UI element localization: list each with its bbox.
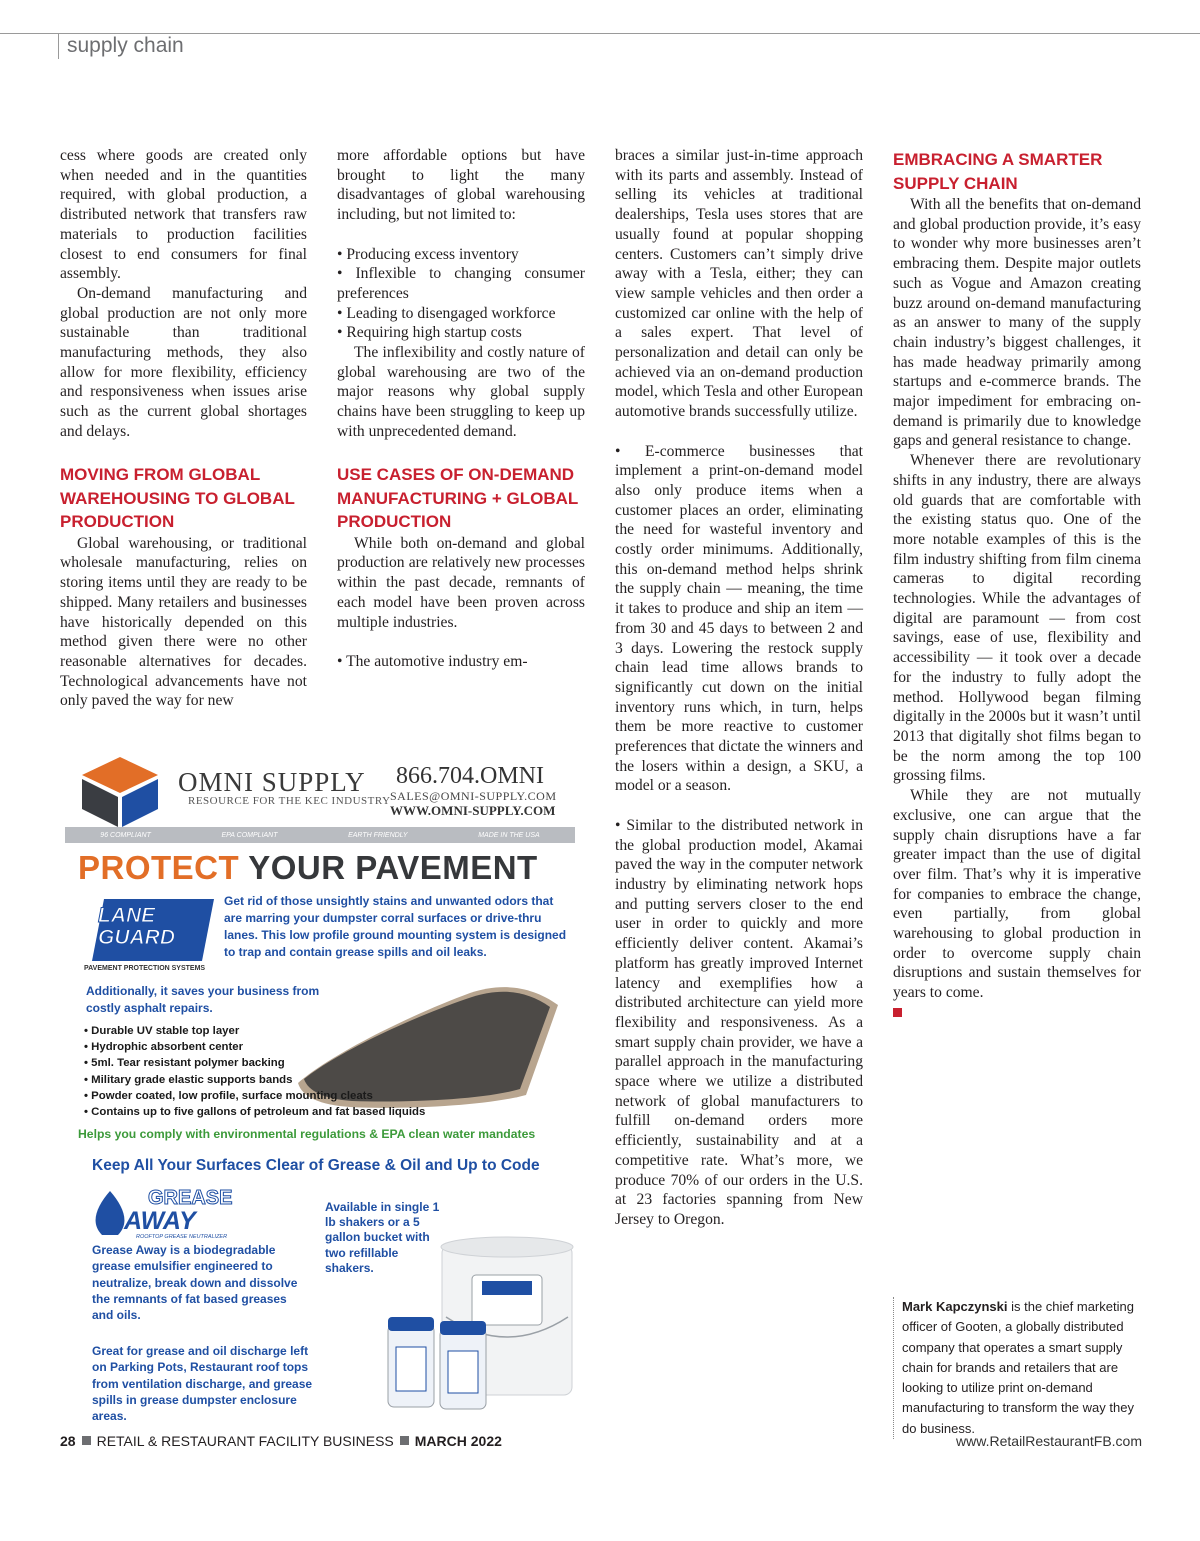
paragraph: With all the benefits that on-demand and global production provide, it’s easy to wonder why more businesses aren’t embracing them. Despite major outlets such as Vogue and Amazon creating buzz around on-demand manufacturing as an answer to many of the supply chain industry’s biggest challenges, it has made headway primarily among startups and e-commerce brands. The major impediment for embracing on-demand is primarily due to knowledge gaps and general resistance to change.	[893, 196, 1141, 450]
compliance-statement: Helps you comply with environmental regulations & EPA clean water mandates	[78, 1127, 536, 1141]
paragraph: more affordable options but have brought to light the many disadvantages of global warehousing including, but not limited to:	[337, 147, 585, 224]
feature-item: • Contains up to five gallons of petroleum and fat based liquids	[84, 1104, 425, 1120]
section-heading: USE CASES OF ON-DEMAND MANUFACTURING + GLOBAL PRODUCTION	[337, 465, 578, 532]
feature-item: • Hydrophic absorbent center	[84, 1039, 425, 1055]
ad-headline: PROTECT YOUR PAVEMENT	[78, 849, 538, 886]
feature-item: • Powder coated, low profile, surface mounting cleats	[84, 1088, 425, 1104]
badge: EARTH FRIENDLY	[348, 831, 408, 839]
page-number: 28	[60, 1433, 76, 1449]
badge: EPA COMPLIANT	[221, 831, 278, 839]
separator-icon	[82, 1436, 91, 1445]
paragraph: cess where goods are created only when needed and in the quantities required, with global production, a distributed network that transfers raw materials to production facilities closest to end consumers for final assembly.	[60, 147, 307, 283]
end-mark-icon	[893, 1008, 902, 1017]
author-description: is the chief marketing officer of Gooten, a globally distributed company that operates a smart supply chain for brands and retailers that are looking to utilize print on-demand manufacturing to transform the way they do business.	[902, 1299, 1134, 1436]
compliance-badges	[65, 827, 575, 843]
badge: MADE IN THE USA	[478, 831, 540, 839]
footer-folio	[60, 1433, 502, 1449]
grease-away-description: Grease Away is a biodegradable grease emulsifier engineered to neutralize, break down and dissolve the remnants of fat based greases and oils.	[92, 1243, 298, 1323]
svg-text:GREASE: GREASE	[148, 1187, 233, 1209]
lane-guard-subtitle: PAVEMENT PROTECTION SYSTEMS	[84, 965, 206, 972]
email-link[interactable]: SALES@OMNI-SUPPLY.COM	[390, 789, 557, 803]
grease-away-logo-icon	[88, 1185, 278, 1239]
bullet-item: • The automotive industry em-	[337, 652, 528, 670]
column-1	[60, 146, 307, 711]
footer-url[interactable]: www.RetailRestaurantFB.com	[956, 1433, 1142, 1449]
column-4	[893, 146, 1141, 1023]
ad-subheadline: Keep All Your Surfaces Clear of Grease & Oil and Up to Code	[92, 1157, 540, 1174]
ad-secondary-text: Additionally, it saves your business from costly asphalt repairs.	[86, 984, 320, 1015]
grease-away-use: Great for grease and oil discharge left on Parking Pots, Restaurant roof tops from ventilation discharge, and grease spills in grease dumpster enclosure areas.	[92, 1344, 313, 1424]
issue-date: MARCH 2022	[414, 1433, 502, 1449]
publication-name: RETAIL & RESTAURANT FACILITY BUSINESS	[96, 1433, 394, 1449]
bullet-item: • Producing excess inventory	[337, 245, 519, 263]
feature-item: • 5ml. Tear resistant polymer backing	[84, 1055, 425, 1071]
svg-text:ROOFTOP GREASE NEUTRALIZER: ROOFTOP GREASE NEUTRALIZER	[136, 1234, 228, 1240]
column-2	[337, 146, 585, 672]
paragraph: The inflexibility and costly nature of global warehousing are two of the major reasons why global supply chains have been struggling to keep up with unprecedented demand.	[337, 344, 585, 440]
bullet-item: • E-commerce businesses that implement a print-on-demand model also only produce items when a customer places an order, eliminating the need for wasteful inventory and costly order minimums. Additionally, this on-demand method helps shrink the supply chain — meaning, the time it takes to produce and ship an item — from 30 and 45 days to between 2 and 3 days. Lowering the restock supply chain lead time allows brands to significantly cut down on the initial inventory runs which, in turn, helps them be more reactive to customer preferences that dictate the winners and the losers within a design, a SKU, a model or a season.	[615, 442, 863, 795]
bullet-item: • Leading to disengaged workforce	[337, 304, 556, 322]
bullet-item: • Requiring high startup costs	[337, 324, 522, 342]
website-link[interactable]: WWW.OMNI-SUPPLY.COM	[390, 803, 556, 818]
svg-text:AWAY: AWAY	[124, 1207, 196, 1235]
section-heading: EMBRACING A SMARTER SUPPLY CHAIN	[893, 150, 1103, 193]
company-name: OMNI SUPPLY	[178, 767, 366, 797]
badge: 96 COMPLIANT	[100, 831, 151, 839]
lane-guard-wordmark: LANE GUARD	[98, 904, 175, 949]
availability-text: Available in single 1 lb shakers or a 5 gallon bucket with two refillable shakers.	[325, 1200, 440, 1275]
omni-cube-logo-icon	[78, 753, 162, 829]
paragraph: Whenever there are revolutionary shifts in any industry, there are always old guards that are comfortable with the existing status quo. One of the more notable examples of this is the film industry shifting from film cinema cameras to digital recording technologies. While the advantages of digital are paramount — from cost savings, ease of use, flexibility and accessibility — it took over a decade for the industry to fully adopt the method. Hollywood began filming digitally in the 2000s but it wasn’t until 2013 that digitally shot films began to be the norm among the top 100 grossing films.	[893, 452, 1141, 785]
advertisement[interactable]	[60, 745, 585, 1424]
bullet-item: • Similar to the distributed network in the global production model, Akamai paved the way in the computer network industry by eliminating network hops and putting servers closer to the end user in order to quickly and more efficiently deliver content. Akamai’s platform has greatly improved Internet latency and exemplifies how a distributed architecture can yield more flexibility and responsiveness. As a smart supply chain provider, we have a parallel approach in the manufacturing space where we utilize a distributed network of global manufacturers to fulfill on-demand orders more efficiently, sustainability and at a competitive rate. What’s more, we produce 70% of our orders in the U.S. at 23 factories spanning from New Jersey to Oregon.	[615, 816, 863, 1228]
section-label: supply chain	[58, 33, 184, 59]
author-name: Mark Kapczynski	[902, 1299, 1008, 1314]
ad-intro-text: Get rid of those unsightly stains and unwanted odors that are marring your dumpster corral surfaces or drive-thru lanes. This low profile ground mounting system is designed to trap and contain grease spills and oil leaks.	[224, 894, 567, 959]
bullet-item: • Inflexible to changing consumer preferences	[337, 265, 585, 302]
author-bio	[893, 1297, 1143, 1439]
paragraph: Global warehousing, or traditional wholesale manufacturing, relies on storing items until they are ready to be shipped. Many retailers and businesses have historically depended on this method given there were no other reasonable alternatives for decades. Technological advancements have not only paved the way for new	[60, 534, 307, 710]
paragraph: braces a similar just-in-time approach with its parts and assembly. Instead of selling its vehicles at traditional dealerships, Tesla uses stores that are usually found at popular shopping centers. Customers can’t simply drive away with a Tesla, either; they can view sample vehicles and then order a customized car online with the help of a sales expert. That level of personalization and detail can only be achieved via an on-demand production model, which Tesla and other European automotive brands successfully utilize.	[615, 147, 863, 421]
separator-icon	[400, 1436, 409, 1445]
feature-item: • Military grade elastic supports bands	[84, 1072, 425, 1088]
paragraph: On-demand manufacturing and global production are not only more sustainable than traditional manufacturing methods, they also allow for more flexibility, efficiency and responsiveness when issues arise such as the current global shortages and delays.	[60, 284, 307, 440]
phone-number[interactable]: 866.704.OMNI	[396, 763, 544, 789]
company-tagline: RESOURCE FOR THE KEC INDUSTRY	[188, 795, 391, 807]
feature-item: • Durable UV stable top layer	[84, 1023, 425, 1039]
paragraph: While they are not mutually exclusive, one can argue that the supply chain disruptions have a far greater impact than the use of digital over film. That’s why it is imperative for companies to embrace the change, even partially, from global warehousing to global production in order to overcome supply chain disruptions and sustain themselves for years to come.	[893, 787, 1141, 1002]
paragraph: While both on-demand and global production are relatively new processes within the past decade, remnants of each model have been proven across multiple industries.	[337, 534, 585, 631]
section-heading: MOVING FROM GLOBAL WAREHOUSING TO GLOBAL PRODUCTION	[60, 465, 295, 532]
column-3	[615, 146, 863, 1230]
feature-list	[84, 1023, 425, 1120]
